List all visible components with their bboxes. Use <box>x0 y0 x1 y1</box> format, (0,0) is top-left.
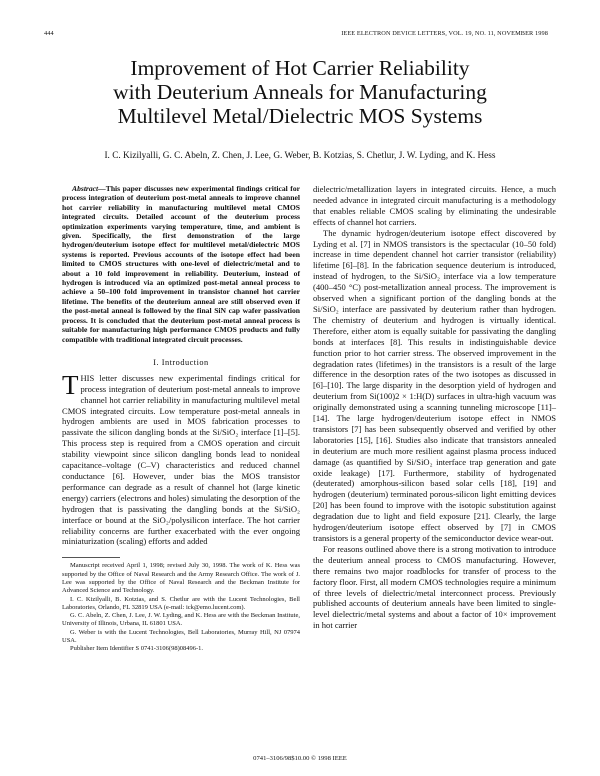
abstract-text: This paper discusses new experimental findings critical for process integration of deuterium post-metal anneals to improve channel hot carrier reliability in manufacturing multilevel metal CMOS integrated circuits. Detailed account of the deuterium process optimization experiments varying temperature, time, and ambient is given. Specifically, the first demonstration of the large hydrogen/deuterium isotope effect for multilevel metal/dielectric MOS systems is reported. Previous accounts of the isotope effect had been limited to CMOS structures with one-level of dielectric/metal and to about a 10 fold improvement in reliability. Deuterium, instead of hydrogen is introduced via an optimized post-metal anneal process to achieve a 50–100 fold improvement in transistor channel hot carrier lifetime. The benefits of the deuterium anneal are still observed even if the post-metal anneal is followed by the final SiN cap wafer passivation process. It is concluded that the deuterium post-metal anneal process is suitable for manufacturing high performance CMOS products and fully compatible with traditional integrated circuit processes. <box>62 184 300 344</box>
body-paragraph: The dynamic hydrogen/deuterium isotope effect discovered by Lyding et al. [7] in NMOS transistors is the spectacular (10–50 fold) increase in time dependent channel hot carrier transistor (reliability) lifetime [6]–[8]. In the fabrication sequence deuterium is introduced, instead of hydrogen, to the Si/SiO₂ interface via a low temperature (400–450 °C) post-metallization anneal process. The improvement is observed when a significant portion of the dangling bonds at the Si/SiO₂ interface are passivated by deuterium rather than hydrogen. The chemistry of deuterium and hydrogen is virtually identical. Therefore, either atom is equally suitable for passivating the dangling bonds at interfaces [8]. This results in indistinguishable device function prior to hot carrier stress. The observed improvement in the degradation rates (lifetimes) in the transistors is a result of the large difference in the desorption rates of the two isotopes as discussed in [6]–[10]. The large disparity in the desorption yield of hydrogen and deuterium from Si(100)2 × 1:H(D) surfaces in ultra-high vacuum was originally demonstrated using a scanning tunneling microscope [11]–[14]. The large hydrogen/deuterium isotope effect in NMOS transistors [7] has been subsequently observed and verified by other laboratories [15], [16]. Studies also indicate that transistors annealed in deuterium are much more resilient against plasma process induced damage (as quantified by Si/SiO₂ interface trap generation and gate oxide leakage) [17]. Furthermore, stability of hydrogenated (deuterated) amorphous-silicon based solar cells [18], [19] and hydrogen (deuterium) terminated porous-silicon light emitting devices [20] has been found to improve with the isotopic substitution against degradation due to light and field exposure [21]. Clearly, the large hydrogen/deuterium isotope effect observed by [7] in CMOS transistors is a general property of the semiconductor device wear-out. <box>313 227 556 543</box>
title-line-2: with Deuterium Anneals for Manufacturing <box>113 80 487 104</box>
journal-header: IEEE ELECTRON DEVICE LETTERS, VOL. 19, NO. 11, NOVEMBER 1998 <box>341 30 548 37</box>
footnotes <box>62 562 300 653</box>
body-paragraph: dielectric/metallization layers in integrated circuits. Hence, a much needed advance in integrated circuit manufacturing is a methodology that enables reliable CMOS scaling by eliminating the undesirable effects of channel hot carriers. <box>313 184 556 227</box>
footnote: G. C. Abeln, Z. Chen, J. Lee, J. W. Lyding, and K. Hess are with the Beckman Institute, University of Illinois, Urbana, IL 61801 USA. <box>62 612 300 628</box>
footnote: Publisher Item Identifier S 0741-3106(98)08496-1. <box>70 645 204 653</box>
author-list: I. C. Kizilyalli, G. C. Abeln, Z. Chen, J. Lee, G. Weber, B. Kotzias, S. Chetlur, J. W. Lyding, and K. Hess <box>104 151 496 161</box>
intro-text: HIS letter discusses new experimental findings critical for process integration of deuterium post-metal anneals to improve channel hot carrier reliability in manufacturing multilevel metal CMOS integrated circuits. Low temperature post-metal anneals in hydrogen ambients are used in MOS fabrication processes to passivate the silicon dangling bonds at the Si/SiO₂ interface [1]–[5]. This process step is required from a CMOS operation and circuit stability viewpoint since silicon dangling bonds lead to nonideal capacitance–voltage (C–V) characteristics and reduced channel conductance [6]. However, under bias the MOS transistor performance can degrade as a result of channel hot (large kinetic energy) carriers (electrons and holes) simulating the desorption of the hydrogen that is passivating the dangling bonds at the Si/SiO₂ interface or bound at the SiO₂/polysilicon interface. The hot carrier reliability concerns are further exacerbated with the ever ongoing miniaturization (scaling) efforts and added <box>62 372 300 547</box>
footnote: G. Weber is with the Lucent Technologies, Bell Laboratories, Murray Hill, NJ 07974 USA. <box>62 628 300 644</box>
left-column <box>62 184 300 654</box>
paper-title <box>40 56 560 128</box>
footnote: I. C. Kizilyalli, B. Kotzias, and S. Chetlur are with the Lucent Technologies, Bell Laboratories, Orlando, FL 32819 USA (e-mail: ick@emo.lucent.com). <box>62 595 300 611</box>
right-column <box>313 184 556 631</box>
abstract-label: Abstract— <box>72 184 106 193</box>
footnote-rule <box>62 557 120 558</box>
page-number: 444 <box>44 30 54 37</box>
drop-cap: T <box>62 369 79 400</box>
section-heading: I. Introduction <box>153 357 209 367</box>
abstract <box>62 184 300 344</box>
title-line-3: Multilevel Metal/Dielectric MOS Systems <box>117 104 483 128</box>
copyright-footer: 0741–3106/98$10.00 © 1998 IEEE <box>253 755 347 762</box>
intro-paragraph <box>62 369 300 548</box>
title-line-1: Improvement of Hot Carrier Reliability <box>130 56 470 80</box>
body-paragraph: For reasons outlined above there is a strong motivation to introduce the deuterium anneal process to CMOS manufacturing. However, there remains two major roadblocks for transfer of process to the factory floor. First, all modern CMOS technologies require a minimum of three levels of dielectric/metal interconnect process. Previously published accounts of deuterium anneals have been limited to single-level dielectric/metal systems and about a factor of 10× improvement in hot carrier <box>313 543 556 631</box>
footnote: Manuscript received April 1, 1998; revised July 30, 1998. The work of K. Hess was supported by the Office of Naval Research and the Army Research Office. The work of J. Lee was supported by the Office of Naval Research and the Beckman Institute for Advanced Science and Technology. <box>62 562 300 595</box>
